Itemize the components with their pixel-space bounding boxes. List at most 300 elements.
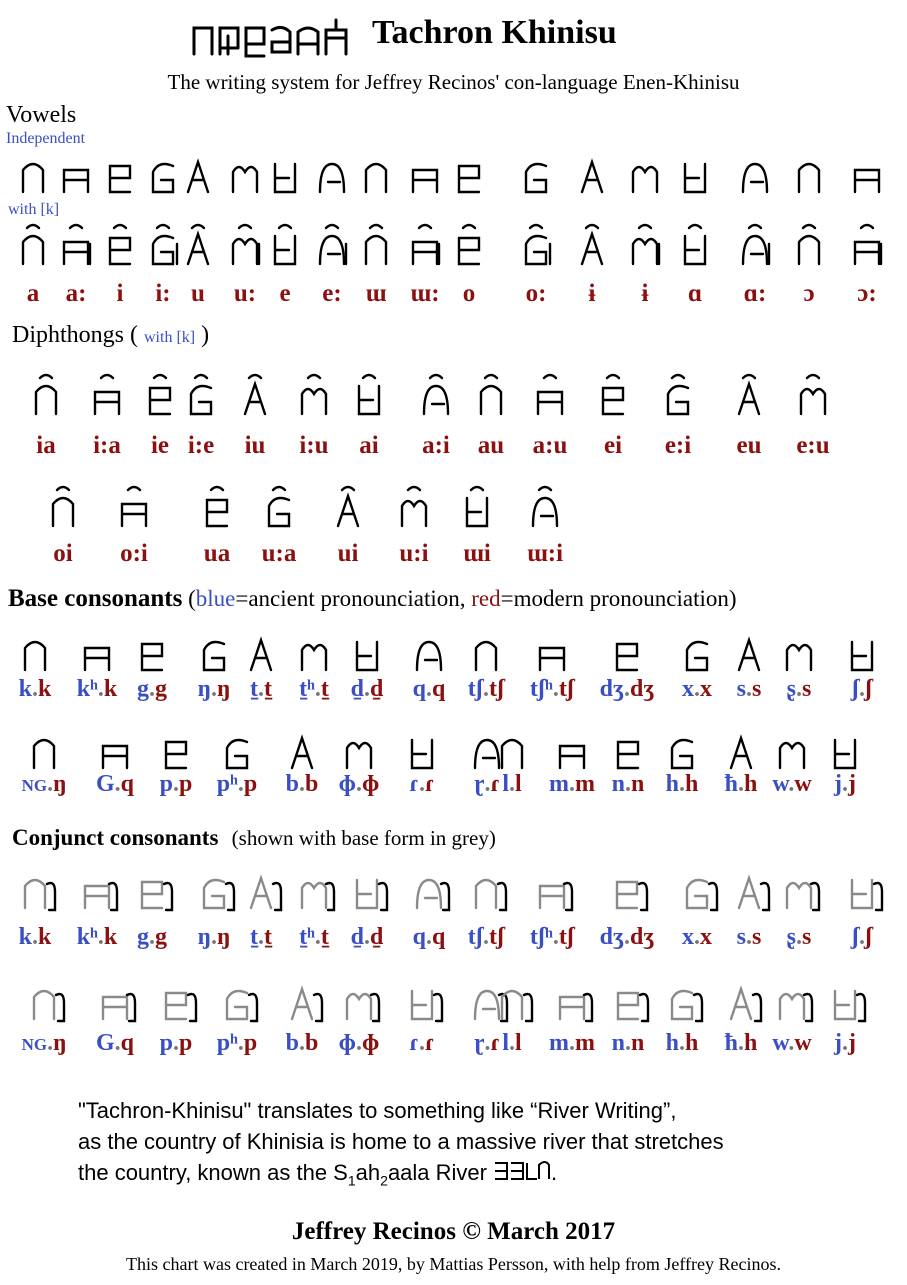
independent-vowel-glyph-12 [582,162,602,192]
line3-part-b: ah [355,1160,381,1185]
base-consonant-1-glyph-14 [852,642,872,670]
conjunct-consonant-2-glyph-0 [34,991,64,1021]
separator-dot: . [624,924,630,950]
base-consonant-2-pair-14 [805,771,885,798]
conjunct-consonant-label-row-1 [0,924,907,974]
diphthongs-with-k-label: with [k] [144,329,196,346]
base-consonant-2-glyph-8 [502,740,522,768]
modern-sound: t̠ [320,924,329,950]
independent-vowel-glyph-10 [459,166,479,192]
vowel-with-k-glyph-5 [233,225,259,264]
ancient-sound: h [665,771,679,797]
base-consonants-heading [8,585,737,613]
footer-note: This chart was created in March 2019, by Mattias Persson, with help from Jeffrey Recinos. [125,1254,781,1274]
ancient-sound: g [137,676,149,702]
modern-sound: ɾ [425,1030,435,1056]
vowel-label-5: u: [233,280,257,307]
modern-sound: ʃ [865,676,873,702]
modern-sound: ʃ [865,924,873,950]
separator-dot: . [426,924,432,950]
ancient-sound: ɾ [409,1030,419,1056]
modern-sound: tʃ [558,924,575,950]
vowel-with-k-glyph-4 [188,225,208,264]
modern-sound: n [631,771,645,797]
base-consonants-title: Base consonants [8,585,183,612]
vowel-label-1: a: [65,280,87,307]
base-consonant-1-pair-9 [512,676,592,703]
diphthong-1-label-10: ei [603,432,623,459]
modern-sound: w [794,1030,812,1056]
ancient-sound: m [549,1030,569,1056]
modern-sound: t̠ [264,924,272,950]
vowel-with-k-glyph-6 [275,225,295,264]
conjunct-consonant-2-glyph-9 [560,994,592,1021]
diphthong-2-glyph-1 [122,487,146,526]
separator-dot: . [788,771,795,797]
diphthong-1-glyph-0 [36,375,56,414]
diphthong-1-label-4: iu [244,432,266,459]
conjunct-consonant-2-pair-14 [805,1030,885,1057]
base-consonant-1-glyph-5 [302,645,326,670]
independent-label: Independent [6,130,86,147]
vowel-label-10: o [462,280,476,307]
separator-dot: . [738,1030,744,1056]
conjunct-consonant-2-glyph-13 [780,994,812,1021]
ancient-sound: tʃʰ [529,924,553,950]
page-subtitle: The writing system for Jeffrey Recinos' con-language Enen-Khinisu [167,70,740,94]
ancient-sound: t̠ [250,924,258,950]
ancient-sound: l [502,771,509,797]
conjunct-consonant-2-glyph-6 [412,991,442,1021]
footer-credit: Jeffrey Recinos © March 2017 [291,1218,616,1245]
independent-vowel-glyph-3 [153,164,173,192]
diphthong-glyph-row-2 [0,484,907,534]
subscript-1: 1 [347,1172,356,1189]
base-consonant-2-glyph-3 [227,740,247,768]
separator-dot: . [483,924,489,950]
modern-sound: g [155,676,167,702]
modern-sound: s [802,924,812,950]
ancient-sound: G [95,771,115,797]
conjunct-consonant-1-glyph-5 [302,883,334,910]
separator-dot: . [483,676,489,702]
ancient-sound: t̠ [250,676,258,702]
independent-vowel-glyph-4 [188,162,208,192]
independent-vowel-glyph-15 [743,164,767,192]
separator-dot: . [746,676,752,702]
conjunct-consonant-1-pair-14 [822,924,902,951]
ancient-sound: h [665,1030,679,1056]
separator-dot: . [859,924,865,950]
vowel-label-14: ɑ [687,280,703,307]
ancient-legend: =ancient pronounciation, [235,586,472,611]
vowel-with-k-glyph-9 [413,225,439,264]
diphthong-1-label-2: ie [150,432,170,459]
ancient-sound: x [682,924,694,950]
modern-sound: ɸ [362,1030,380,1056]
diphthong-1-glyph-5 [302,375,326,414]
modern-legend: =modern pronounciation) [500,586,737,611]
separator-dot: . [694,924,700,950]
independent-vowel-glyph-7 [320,164,344,192]
base-consonant-1-glyph-4 [251,640,271,670]
ancient-sound: ħ [724,771,738,797]
modern-sound: s [752,924,762,950]
separator-dot: . [426,676,432,702]
ancient-sound: w [772,1030,789,1056]
modern-sound: d̠ [370,676,384,702]
modern-sound: s [802,676,812,702]
conjunct-consonant-1-glyph-2 [142,882,172,910]
ancient-sound: p [159,771,173,797]
ancient-sound: p [159,1030,173,1056]
modern-sound: p [243,1030,258,1056]
diphthong-1-label-3: i:e [187,432,215,459]
modern-sound: k [103,676,118,702]
diphthong-1-label-11: e:i [664,432,692,459]
diphthong-1-glyph-9 [538,375,562,414]
separator-dot: . [364,924,370,950]
conjunct-consonant-1-glyph-4 [251,878,281,910]
independent-vowel-glyph-1 [64,170,88,192]
modern-sound: ɾ [425,771,435,797]
separator-dot: . [258,924,264,950]
modern-sound: h [685,1030,699,1056]
diphthong-1-label-5: i:u [299,432,329,459]
vowel-with-k-glyph-row [0,218,907,276]
base-consonant-2-glyph-12 [731,738,751,768]
line3-part-a: the country, known as the S [78,1160,348,1185]
diphthong-1-glyph-13 [801,375,825,414]
separator-dot: . [788,1030,795,1056]
separator-dot: . [211,676,217,702]
modern-sound: ŋ [53,771,67,797]
ancient-sound: dʒ [599,676,624,702]
description-paragraph [78,1095,724,1196]
river-name-glyph [493,1159,551,1183]
separator-dot: . [114,771,121,797]
conjunct-consonant-2-glyph-10 [618,993,648,1021]
line3-end: . [550,1160,558,1185]
description-line-2: as the country of Khinisia is home to a massive river that stretches [78,1129,724,1154]
diphthong-2-glyph-6 [467,487,487,526]
with-k-label: with [k] [8,201,60,218]
title-script-glyphs [190,14,360,62]
vowel-label-2: i [116,280,124,307]
separator-dot: . [842,771,848,797]
ancient-sound: q [412,924,426,950]
ancient-sound: tʃ [467,676,483,702]
blue-legend-word: blue [195,586,236,611]
base-consonant-1-glyph-2 [142,644,162,670]
ancient-sound: NG [21,776,48,795]
separator-dot: . [625,1030,631,1056]
ancient-sound: d̠ [350,924,364,950]
base-consonant-1-glyph-10 [617,644,637,670]
subscript-2: 2 [380,1172,388,1189]
diphthong-2-label-4: ui [337,540,359,567]
vowel-with-k-glyph-7 [320,225,346,264]
ancient-sound: s [736,676,746,702]
ancient-sound: l [502,1030,509,1056]
conjunct-consonant-2-glyph-12 [731,989,761,1021]
separator-dot: . [237,1030,244,1056]
vowel-with-k-glyph-8 [366,225,386,264]
modern-sound: ŋ [53,1030,67,1056]
paren-open: ( [182,586,196,611]
independent-vowel-glyph-9 [413,170,437,192]
separator-dot: . [796,924,802,950]
vowel-label-12: ɨ [588,280,596,307]
base-consonant-2-glyph-14 [835,740,855,768]
diphthong-glyph-row-1 [0,372,907,422]
diphthong-1-glyph-2 [150,375,170,414]
diphthong-1-label-12: eu [736,432,762,459]
modern-sound: h [744,771,758,797]
modern-sound: ɾ [490,1030,501,1056]
base-consonant-1-pair-14 [822,676,902,703]
conjunct-consonant-2-glyph-3 [227,991,257,1021]
ancient-sound: k [18,924,32,950]
red-legend-word: red [471,586,501,611]
conjunct-consonant-1-glyph-14 [852,880,882,910]
separator-dot: . [679,1030,685,1056]
modern-sound: t̠ [320,676,329,702]
vowel-label-4: u [191,280,205,307]
modern-sound: m [575,771,595,797]
diphthong-1-glyph-1 [95,375,119,414]
conjunct-consonant-1-glyph-13 [787,883,819,910]
conjunct-consonants-note: (shown with base form in grey) [231,826,496,850]
vowel-with-k-glyph-17 [855,225,881,264]
separator-dot: . [258,676,264,702]
vowel-label-6: e [279,280,291,307]
base-consonant-2-glyph-4 [292,738,312,768]
base-consonant-2-pair-0 [4,771,84,798]
separator-dot: . [237,771,244,797]
separator-dot: . [625,771,631,797]
ancient-sound: m [549,771,569,797]
diphthong-2-label-0: oi [53,540,73,567]
separator-dot: . [509,1030,515,1056]
modern-sound: tʃ [489,924,505,950]
separator-dot: . [149,924,155,950]
modern-sound: p [179,771,193,797]
separator-dot: . [114,1030,121,1056]
separator-dot: . [173,771,179,797]
modern-sound: ɾ [490,771,501,797]
conjunct-consonant-2-glyph-1 [103,994,135,1021]
vowel-label-0: a [26,280,40,307]
modern-sound: ŋ [217,924,231,950]
ancient-sound: ħ [724,1030,738,1056]
separator-dot: . [484,771,491,797]
vowel-with-k-glyph-13 [633,225,659,264]
separator-dot: . [149,676,155,702]
modern-sound: j [848,771,856,797]
independent-vowel-glyph-5 [233,167,257,192]
base-consonant-glyph-row-2 [0,728,907,772]
conjunct-consonant-1-glyph-3 [204,880,234,910]
modern-sound: k [103,924,118,950]
conjunct-consonant-2-pair-0 [4,1030,84,1057]
modern-sound: t̠ [264,676,272,702]
ancient-sound: w [772,771,789,797]
diphthong-1-label-1: i:a [93,432,121,459]
modern-sound: m [575,1030,595,1056]
separator-dot: . [97,924,104,950]
modern-sound: x [700,676,712,702]
base-consonant-2-glyph-13 [780,743,804,768]
modern-sound: w [794,771,812,797]
independent-vowel-glyph-14 [685,164,705,192]
vowel-label-3: i: [155,280,171,307]
base-consonant-1-glyph-8 [476,642,496,670]
diphthong-romanization-row-1 [0,432,907,482]
ancient-sound: ɽ [473,771,485,797]
diphthong-2-label-6: ɯi [463,540,491,567]
conjunct-consonants-heading [12,825,496,851]
vowel-with-k-glyph-12 [582,225,602,264]
independent-vowel-glyph-11 [526,164,546,192]
diphthong-2-label-1: o:i [120,540,148,567]
modern-sound: d̠ [370,924,384,950]
conjunct-consonant-2-glyph-14 [835,991,865,1021]
diphthong-1-glyph-3 [191,375,211,414]
ancient-sound: tʃʰ [529,676,553,702]
base-consonant-2-glyph-7 [475,740,499,768]
vowel-with-k-glyph-0 [23,225,43,264]
conjunct-consonant-1-pair-9 [512,924,592,951]
ancient-sound: ʂ [786,676,796,702]
ancient-sound: NG [21,1035,48,1054]
diphthong-1-label-13: e:u [796,432,830,459]
separator-dot: . [364,676,370,702]
separator-dot: . [796,676,802,702]
conjunct-consonant-2-glyph-4 [292,989,322,1021]
vowel-with-k-glyph-10 [459,225,479,264]
diphthong-2-label-3: u:a [261,540,297,567]
separator-dot: . [47,771,54,797]
ancient-sound: q [412,676,426,702]
ancient-sound: t̠ʰ [299,924,315,950]
base-consonant-2-glyph-1 [103,746,127,768]
description-line-1: "Tachron-Khinisu" translates to something like “River Writing”, [78,1098,677,1123]
base-consonant-2-glyph-10 [618,742,638,768]
separator-dot: . [694,676,700,702]
vowel-with-k-glyph-11 [526,225,550,264]
independent-vowel-glyph-2 [110,166,130,192]
diphthongs-heading-text: Diphthongs ( [12,322,138,348]
ancient-sound: ɾ [409,771,419,797]
base-consonant-1-glyph-1 [85,648,109,670]
diphthong-1-glyph-8 [481,375,501,414]
page-title: Tachron Khinisu [372,14,617,51]
diphthong-2-glyph-3 [269,487,289,526]
modern-sound: g [155,924,167,950]
ancient-sound: b [285,1030,299,1056]
separator-dot: . [314,676,321,702]
diphthong-1-label-7: a:i [422,432,450,459]
modern-sound: ŋ [217,676,231,702]
line3-part-c: aala River [387,1160,487,1185]
ancient-sound: pʰ [216,1030,238,1056]
modern-sound: b [305,771,319,797]
diphthong-2-glyph-2 [207,487,227,526]
ancient-sound: s [736,924,746,950]
ancient-sound: d̠ [350,676,364,702]
modern-sound: p [243,771,258,797]
modern-sound: b [305,1030,319,1056]
separator-dot: . [552,676,559,702]
diphthong-1-label-9: a:u [532,432,568,459]
diphthong-2-label-5: u:i [399,540,429,567]
diphthong-1-glyph-10 [603,375,623,414]
ancient-sound: j [834,771,842,797]
ancient-sound: dʒ [599,924,624,950]
base-consonant-2-glyph-11 [672,740,692,768]
diphthong-1-glyph-11 [668,375,688,414]
conjunct-consonant-1-glyph-8 [476,880,506,910]
independent-vowel-glyph-row [0,150,907,200]
diphthong-1-glyph-6 [359,375,379,414]
modern-sound: p [179,1030,193,1056]
separator-dot: . [97,676,104,702]
vowel-label-13: ɨ [641,280,649,307]
ancient-sound: t̠ʰ [299,676,315,702]
separator-dot: . [356,1030,362,1056]
modern-sound: tʃ [489,676,505,702]
diphthongs-heading [12,322,209,349]
base-consonant-2-glyph-2 [166,742,186,768]
conjunct-consonant-2-glyph-11 [672,991,702,1021]
independent-vowel-glyph-0 [23,164,43,192]
diphthong-1-label-6: ai [359,432,379,459]
separator-dot: . [173,1030,179,1056]
vowel-label-8: ɯ [365,280,387,307]
vowel-with-k-glyph-2 [110,225,130,264]
base-consonant-label-row-2 [0,771,907,821]
separator-dot: . [419,771,425,797]
conjunct-consonant-1-glyph-12 [739,878,769,910]
modern-sound: h [744,1030,758,1056]
separator-dot: . [738,771,744,797]
separator-dot: . [47,1030,54,1056]
independent-vowel-glyph-16 [799,164,819,192]
separator-dot: . [569,771,575,797]
base-consonant-1-glyph-9 [540,648,564,670]
modern-sound: k [38,676,52,702]
vowel-with-k-glyph-3 [153,225,177,264]
separator-dot: . [484,1030,491,1056]
separator-dot: . [859,676,865,702]
base-consonant-1-glyph-3 [204,642,224,670]
modern-sound: tʃ [558,676,575,702]
separator-dot: . [211,924,217,950]
modern-sound: j [848,1030,856,1056]
separator-dot: . [32,924,38,950]
modern-sound: q [120,771,135,797]
description-line-3 [78,1157,724,1196]
modern-sound: q [432,924,446,950]
ancient-sound: ŋ [197,924,211,950]
base-consonant-1-glyph-11 [687,642,707,670]
separator-dot: . [299,1030,305,1056]
modern-sound: ɸ [362,771,380,797]
conjunct-consonant-1-glyph-9 [540,883,572,910]
ancient-sound: G [95,1030,115,1056]
conjunct-consonant-1-glyph-6 [357,880,387,910]
